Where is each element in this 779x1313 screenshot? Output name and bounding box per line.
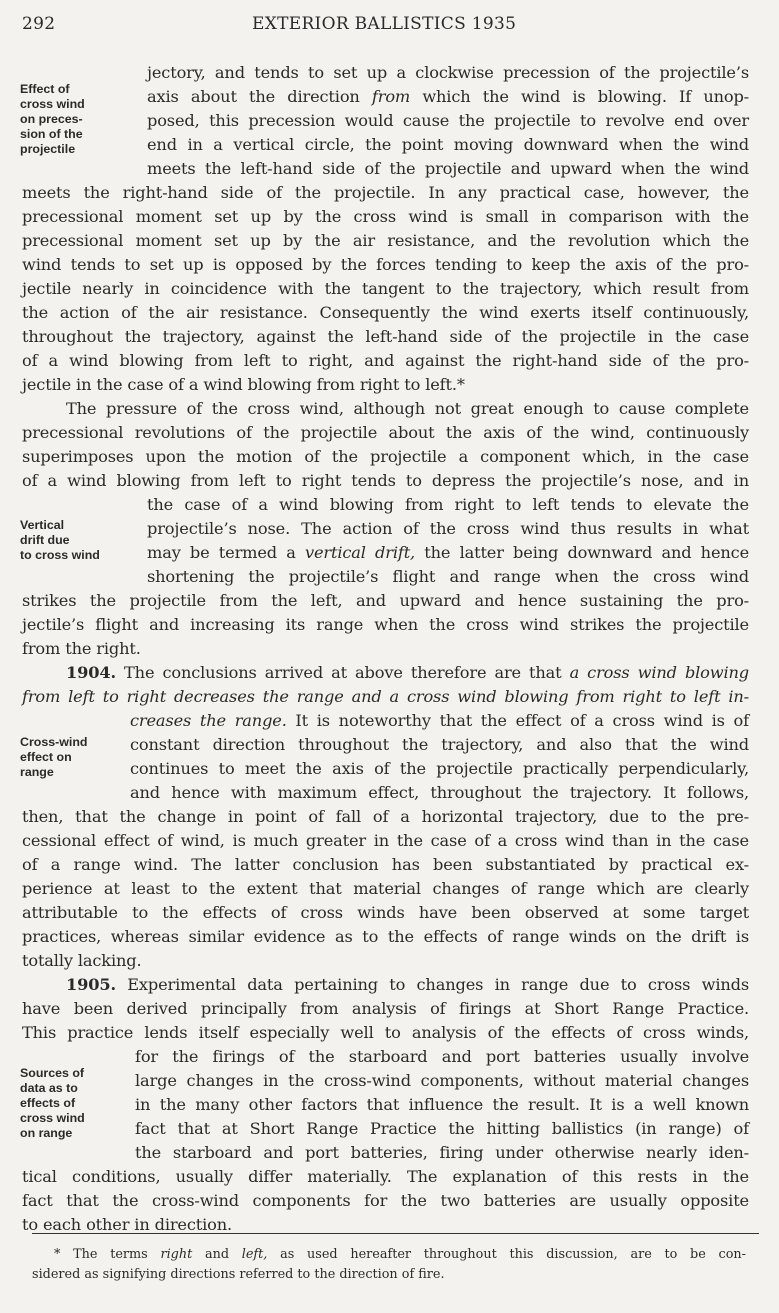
text-line: then, that the change in point of fall of a horizontal trajectory, due to the pre- bbox=[22, 807, 749, 826]
running-title: EXTERIOR BALLISTICS 1935 bbox=[252, 14, 517, 34]
text-line: axis about the direction from which the wind is blowing. If unop- bbox=[147, 87, 749, 106]
text-line: precessional revolutions of the projectile about the axis of the wind, continuously bbox=[22, 423, 749, 442]
text-line: end in a vertical circle, the point moving downward when the wind bbox=[147, 135, 749, 154]
text-line: have been derived principally from analysis of firings at Short Range Practice. bbox=[22, 999, 749, 1018]
text-line: of a wind blowing from left to right tends to depress the projectile’s nose, and in bbox=[22, 471, 749, 490]
text-line: perience at least to the extent that material changes of range which are clearly bbox=[22, 879, 749, 898]
text-line: fact that the cross-wind components for the two batteries are usually opposite bbox=[22, 1191, 749, 1210]
text-line: This practice lends itself especially well to analysis of the effects of cross winds, bbox=[22, 1023, 749, 1042]
text-line: attributable to the effects of cross winds have been observed at some target bbox=[22, 903, 749, 922]
text-line: and hence with maximum effect, throughout the trajectory. It follows, bbox=[130, 783, 749, 802]
margin-note-vertical-drift: Vertical drift due to cross wind bbox=[20, 518, 100, 562]
margin-note-precession: Effect of cross wind on preces- sion of the projectile bbox=[20, 82, 85, 156]
section-1904-start: 1904. The conclusions arrived at above therefore are that a cross wind blowing bbox=[66, 663, 750, 682]
text-line: throughout the trajectory, against the left-hand side of the projectile in the case bbox=[22, 327, 749, 346]
text-line: meets the left-hand side of the projectile and upward when the wind bbox=[147, 159, 749, 178]
margin-note-data-sources: Sources of data as to effects of cross wind on range bbox=[20, 1066, 85, 1140]
text-line: constant direction throughout the trajectory, and also that the wind bbox=[130, 735, 749, 754]
text-line: of a range wind. The latter conclusion has been substantiated by practical ex- bbox=[22, 855, 749, 874]
text-line: cessional effect of wind, is much greater in the case of a cross wind than in the case bbox=[22, 831, 749, 850]
text-line: projectile’s nose. The action of the cross wind thus results in what bbox=[147, 519, 749, 538]
text-line: totally lacking. bbox=[22, 951, 142, 970]
text-line: of a wind blowing from left to right, and against the right-hand side of the pro- bbox=[22, 351, 749, 370]
text-line: superimposes upon the motion of the projectile a component which, in the case bbox=[22, 447, 749, 466]
text-line: jectile nearly in coincidence with the tangent to the trajectory, which result from bbox=[22, 279, 749, 298]
text-line: The pressure of the cross wind, although not great enough to cause complete bbox=[66, 399, 749, 418]
text-line: precessional moment set up by the cross wind is small in comparison with the bbox=[22, 207, 749, 226]
text-line: may be termed a vertical drift, the latter being downward and hence bbox=[147, 543, 750, 562]
text-line: precessional moment set up by the air resistance, and the revolution which the bbox=[22, 231, 749, 250]
text-line: tical conditions, usually differ materially. The explanation of this rests in the bbox=[22, 1167, 749, 1186]
text-line: for the firings of the starboard and port batteries usually involve bbox=[135, 1047, 749, 1066]
text-line: in the many other factors that influence the result. It is a well known bbox=[135, 1095, 749, 1114]
page-header bbox=[22, 14, 749, 38]
text-line: to each other in direction. bbox=[22, 1215, 233, 1234]
text-line: shortening the projectile’s flight and range when the cross wind bbox=[147, 567, 749, 586]
page-number: 292 bbox=[22, 14, 56, 34]
text-line: large changes in the cross-wind components, without material changes bbox=[135, 1071, 749, 1090]
footnote-rule bbox=[32, 1233, 759, 1234]
text-line: posed, this precession would cause the projectile to revolve end over bbox=[147, 111, 749, 130]
text-line: from left to right decreases the range and a cross wind blowing from right to left in- bbox=[22, 687, 749, 706]
margin-note-range-effect: Cross-wind effect on range bbox=[20, 735, 88, 779]
text-line: practices, whereas similar evidence as to the effects of range winds on the drift is bbox=[22, 927, 749, 946]
text-line: continues to meet the axis of the projectile practically perpendicularly, bbox=[130, 759, 749, 778]
text-line: the action of the air resistance. Consequently the wind exerts itself continuously, bbox=[22, 303, 749, 322]
text-line: meets the right-hand side of the projectile. In any practical case, however, the bbox=[22, 183, 749, 202]
section-1905-start: 1905. Experimental data pertaining to changes in range due to cross winds bbox=[66, 975, 749, 994]
text-line: strikes the projectile from the left, and upward and hence sustaining the pro- bbox=[22, 591, 749, 610]
text-line: the starboard and port batteries, firing under otherwise nearly iden- bbox=[135, 1143, 749, 1162]
text-line: jectile’s flight and increasing its range when the cross wind strikes the projectile bbox=[22, 615, 749, 634]
text-line: jectory, and tends to set up a clockwise precession of the projectile’s bbox=[147, 63, 749, 82]
footnote: * The terms right and left, as used hereafter throughout this discussion, are to be con- bbox=[54, 1247, 746, 1262]
text-line: wind tends to set up is opposed by the forces tending to keep the axis of the pro- bbox=[22, 255, 749, 274]
text-line: creases the range. It is noteworthy that the effect of a cross wind is of bbox=[130, 711, 749, 730]
text-line: from the right. bbox=[22, 639, 141, 658]
footnote-line: sidered as signifying directions referred to the direction of fire. bbox=[32, 1267, 445, 1282]
text-line: fact that at Short Range Practice the hitting ballistics (in range) of bbox=[135, 1119, 749, 1138]
text-line: the case of a wind blowing from right to left tends to elevate the bbox=[147, 495, 749, 514]
text-line: jectile in the case of a wind blowing from right to left.* bbox=[22, 375, 465, 394]
